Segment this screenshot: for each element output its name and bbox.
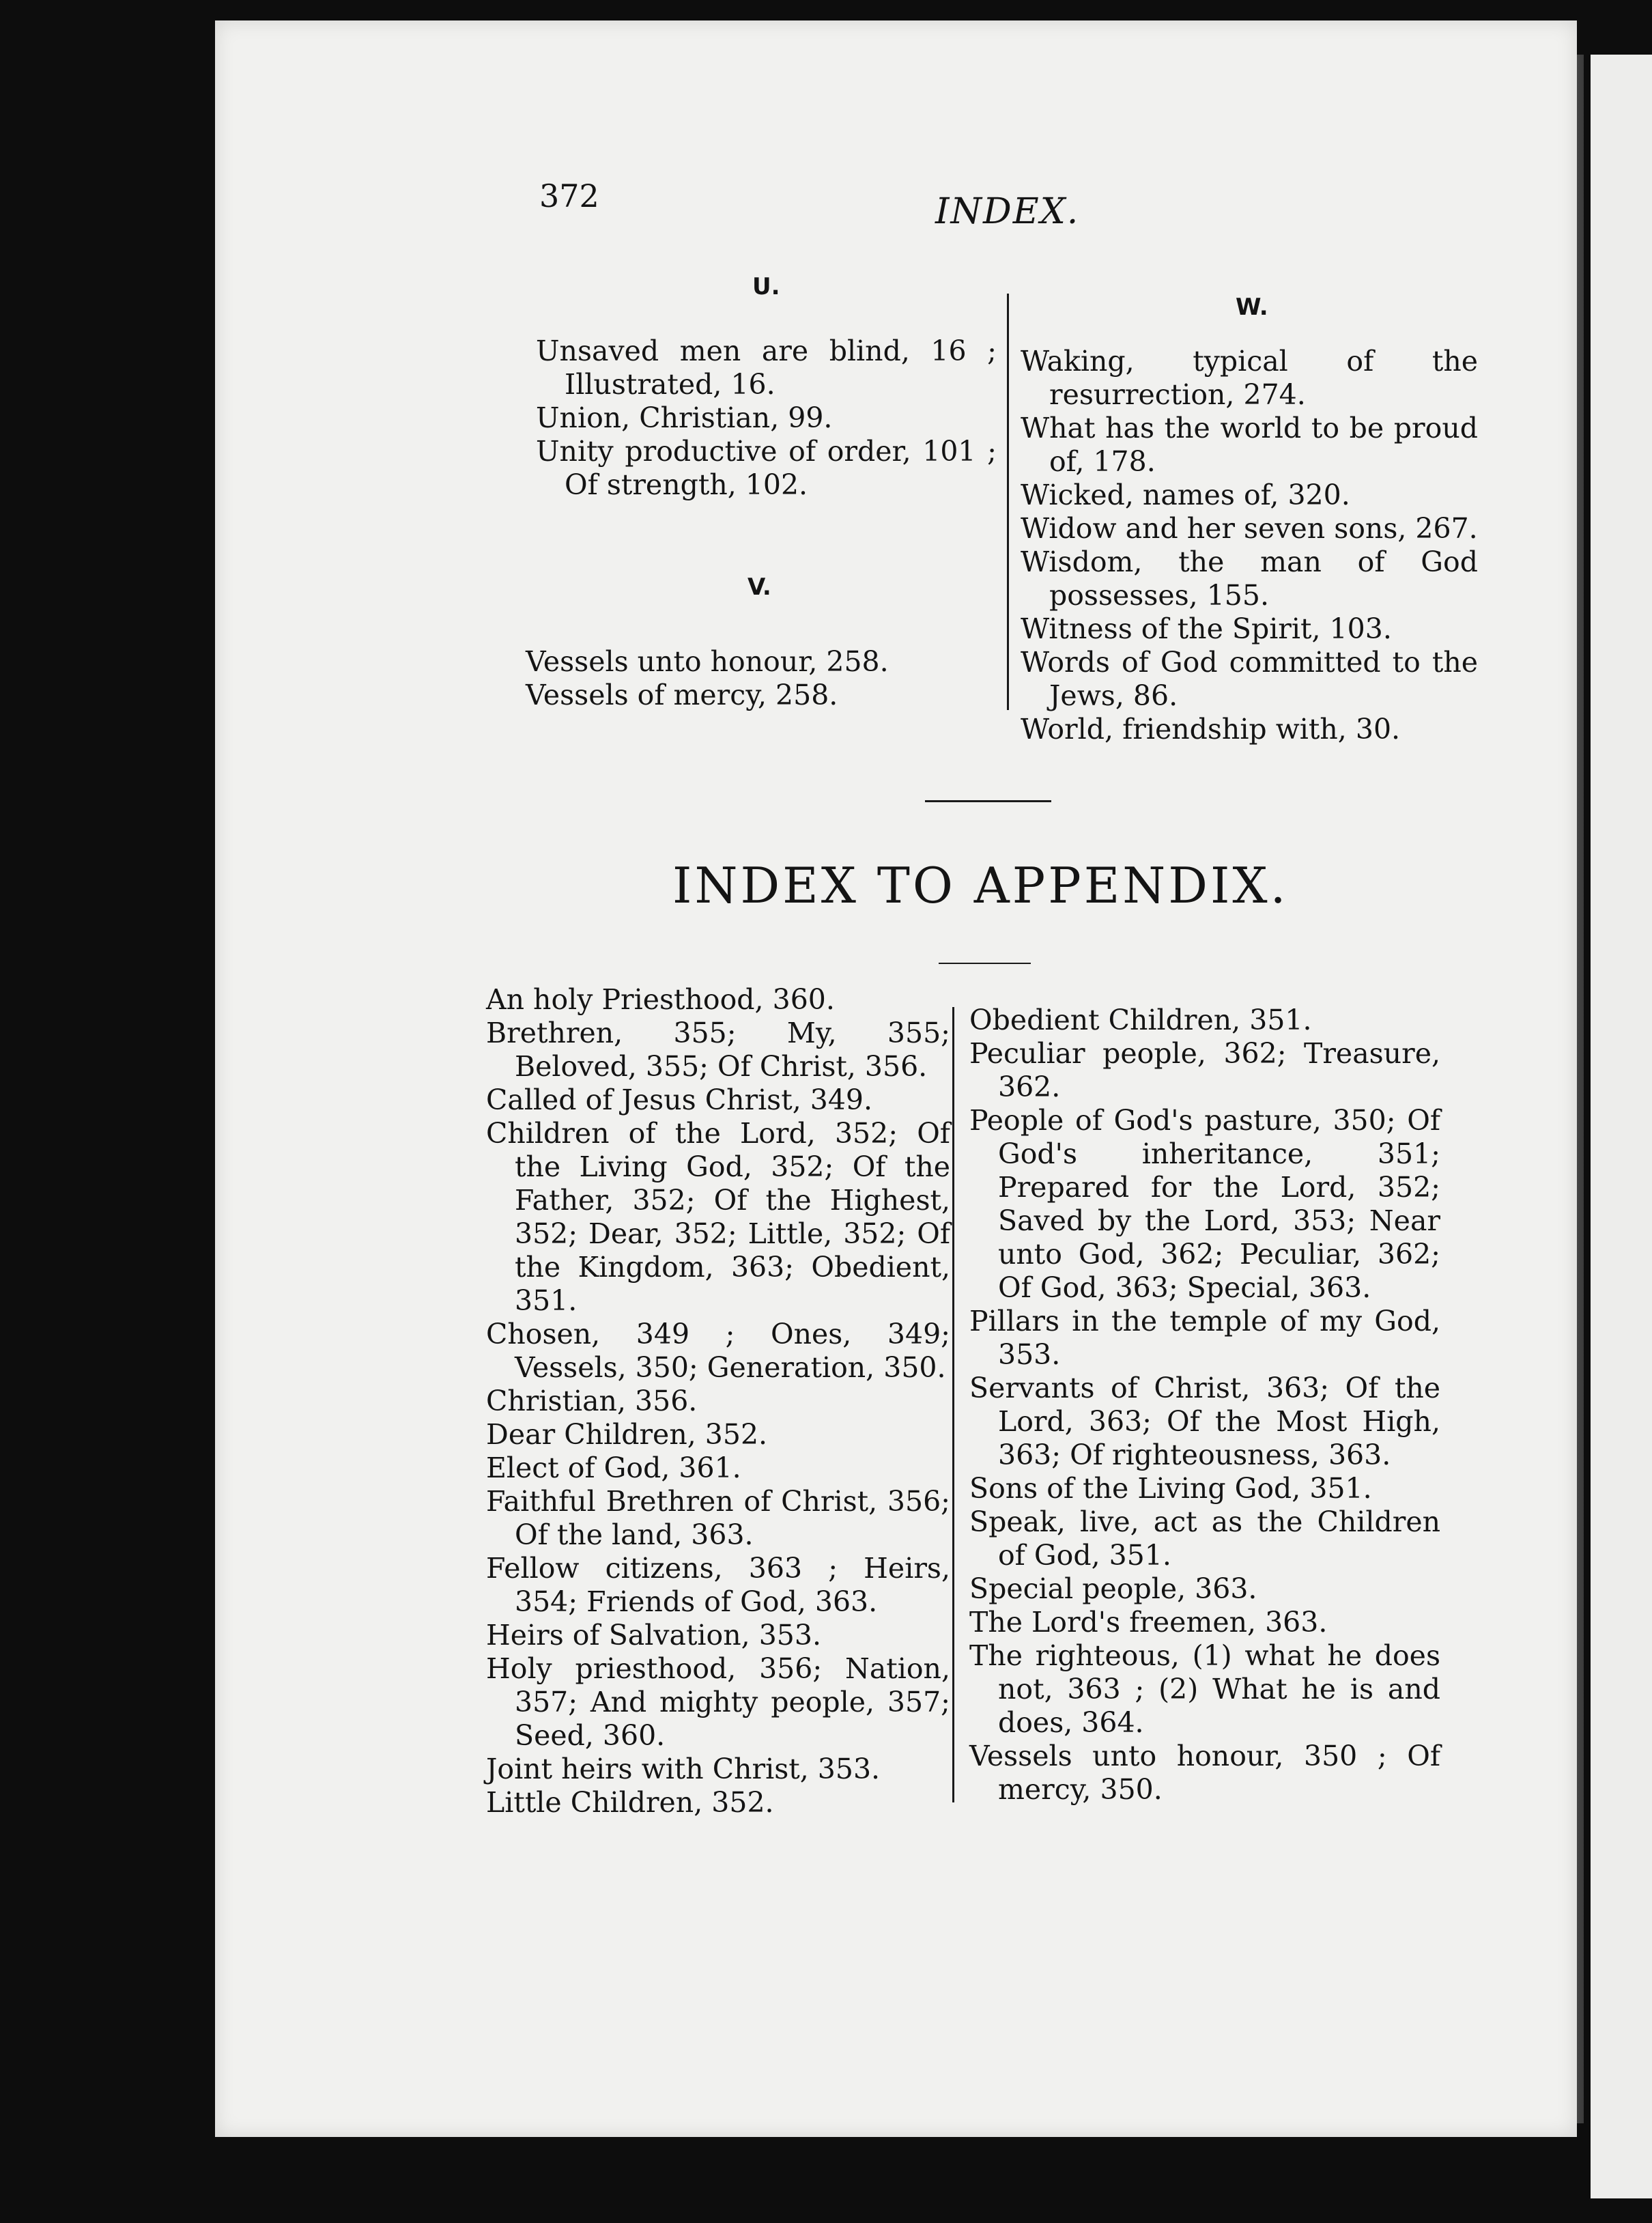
appendix-right-column (969, 1004, 1440, 1807)
appendix-entry: An holy Priesthood, 360. (486, 983, 835, 1016)
appendix-entry: Children of the Lord, 352; Of the Living God, 352; Of the Father, 352; Of the Highest, 352; Dear, 352; Little, 352; Of the Kingdom, 363; Obedient, 351. (486, 1117, 950, 1317)
running-head: INDEX. (935, 191, 1080, 232)
page-number: 372 (539, 178, 599, 214)
index-entry: Vessels of mercy, 258. (526, 679, 838, 711)
section-letter-u: U. (752, 273, 780, 300)
index-entry: Vessels unto honour, 258. (526, 645, 889, 678)
appendix-entry: Sons of the Living God, 351. (969, 1472, 1372, 1505)
title-underline-rule (939, 963, 1031, 964)
index-entry: Waking, typical of the resurrection, 274. (1021, 345, 1478, 411)
column-divider (1007, 294, 1009, 710)
appendix-entry: Christian, 356. (486, 1385, 698, 1417)
appendix-entry: Dear Children, 352. (486, 1418, 768, 1451)
appendix-column-divider (952, 1007, 954, 1802)
appendix-left-column (486, 983, 950, 1820)
appendix-entry: Holy priesthood, 356; Nation, 357; And mighty people, 357; Seed, 360. (486, 1652, 950, 1752)
index-entry: Widow and her seven sons, 267. (1021, 512, 1478, 545)
section-letter-v: V. (747, 574, 771, 601)
section-v-entries (526, 645, 986, 712)
index-entry: Witness of the Spirit, 103. (1021, 612, 1392, 645)
appendix-entry: Chosen, 349 ; Ones, 349; Vessels, 350; Generation, 350. (486, 1318, 950, 1384)
appendix-entry: Vessels unto honour, 350 ; Of mercy, 350. (969, 1740, 1440, 1806)
appendix-entry: Special people, 363. (969, 1572, 1257, 1605)
appendix-entry: Joint heirs with Christ, 353. (486, 1753, 881, 1785)
section-w-entries (1021, 345, 1478, 746)
index-entry: What has the world to be proud of, 178. (1021, 412, 1478, 478)
index-entry: Unsaved men are blind, 16 ; Illustrated, 16. (536, 335, 997, 401)
appendix-entry: The Lord's freemen, 363. (969, 1606, 1328, 1639)
appendix-entry: Little Children, 352. (486, 1786, 774, 1819)
appendix-entry: The righteous, (1) what he does not, 363 ; (2) What he is and does, 364. (969, 1639, 1440, 1739)
index-entry: World, friendship with, 30. (1021, 713, 1401, 746)
appendix-entry: Called of Jesus Christ, 349. (486, 1084, 873, 1116)
appendix-entry: Obedient Children, 351. (969, 1004, 1312, 1036)
appendix-entry: Faithful Brethren of Christ, 356; Of the land, 363. (486, 1485, 950, 1551)
index-entry: Union, Christian, 99. (536, 401, 833, 434)
appendix-entry: People of God's pasture, 350; Of God's inheritance, 351; Prepared for the Lord, 352; Saved by the Lord, 353; Near unto God, 362; Peculiar, 362; Of God, 363; Special, 363. (969, 1104, 1440, 1304)
index-entry: Words of God committed to the Jews, 86. (1021, 646, 1478, 712)
appendix-entry: Servants of Christ, 363; Of the Lord, 363; Of the Most High, 363; Of righteousness, 363. (969, 1372, 1440, 1471)
appendix-entry: Heirs of Salvation, 353. (486, 1619, 821, 1652)
appendix-entry: Elect of God, 361. (486, 1452, 741, 1484)
appendix-entry: Fellow citizens, 363 ; Heirs, 354; Friends of God, 363. (486, 1552, 950, 1618)
index-entry: Wicked, names of, 320. (1021, 479, 1350, 511)
index-entry: Wisdom, the man of God possesses, 155. (1021, 546, 1478, 612)
section-letter-w: W. (1236, 294, 1268, 321)
appendix-entry: Brethren, 355; My, 355; Beloved, 355; Of Christ, 356. (486, 1017, 950, 1083)
appendix-entry: Speak, live, act as the Children of God, 351. (969, 1505, 1440, 1572)
index-entry: Unity productive of order, 101 ; Of strength, 102. (536, 435, 997, 501)
appendix-entry: Peculiar people, 362; Treasure, 362. (969, 1037, 1440, 1103)
separator-rule (925, 800, 1051, 802)
next-page-edge (1591, 55, 1652, 2198)
appendix-title: INDEX TO APPENDIX. (672, 857, 1289, 914)
section-u-entries (536, 335, 997, 502)
appendix-entry: Pillars in the temple of my God, 353. (969, 1305, 1440, 1371)
